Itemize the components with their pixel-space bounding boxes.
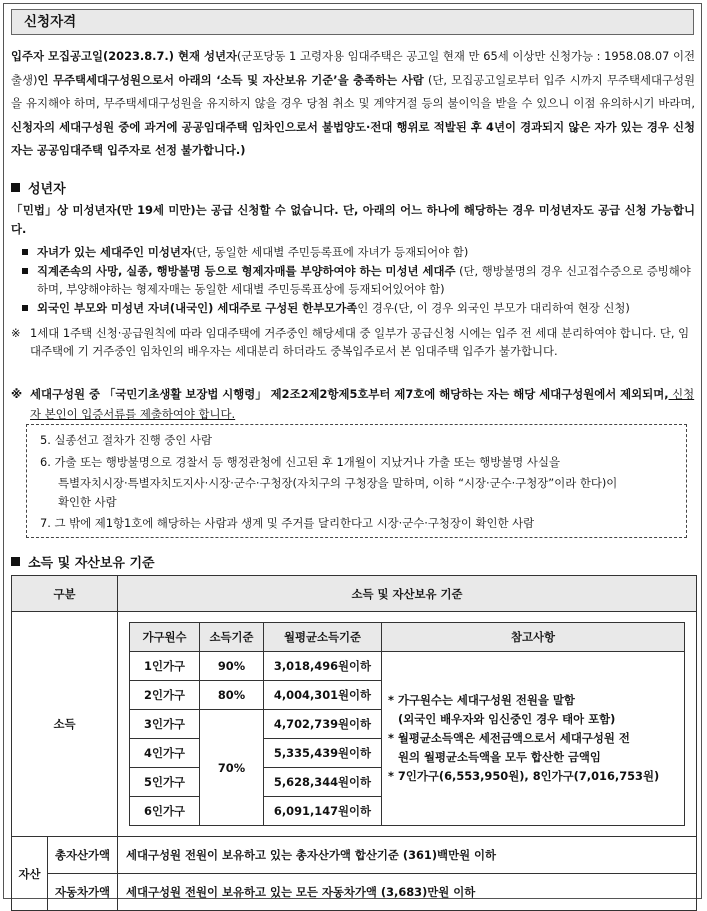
cell-amount: 5,335,439원이하 xyxy=(264,739,382,768)
note-1 xyxy=(11,324,695,360)
minor-heading-text: 성년자 xyxy=(28,182,66,197)
table-row xyxy=(12,837,697,874)
cell-size: 6인가구 xyxy=(130,797,200,826)
square-bullet-icon xyxy=(11,183,20,192)
header-amount: 월평균소득기준 xyxy=(264,623,382,652)
list-item xyxy=(11,262,695,298)
reference-line: * 가구원수는 세대구성원 전원을 말함 xyxy=(388,693,575,707)
reference-line: * 7인가구(6,553,950원), 8인가구(7,016,753원) xyxy=(388,769,660,783)
reference-line: 원의 월평균소득액을 모두 합산한 금액임 xyxy=(398,750,601,764)
criteria-table xyxy=(11,575,697,911)
header-main: 소득 및 자산보유 기준 xyxy=(118,576,697,612)
intro-bold-1: 입주자 모집공고일(2023.8.7.) 현재 성년자 xyxy=(11,49,237,63)
note-2-rest: 신청자 본인이 입증서류를 제출하여야 합니다. xyxy=(30,387,695,421)
bullet-icon xyxy=(22,249,28,255)
asset-row-label: 자동차가액 xyxy=(48,874,118,911)
minor-heading xyxy=(11,178,66,197)
list-item: 6. 가출 또는 행방불명으로 경찰서 등 행정관청에 신고된 후 1개월이 지났거나 가출 또는 행방불명 사실을 xyxy=(40,455,560,469)
bullet-bold: 자녀가 있는 세대주인 미성년자 xyxy=(37,245,192,259)
intro-paragraph xyxy=(11,45,695,163)
list-item: 7. 그 밖에 제1항1호에 해당하는 사람과 생계 및 주거를 달리한다고 시장·군수·구청장이 확인한 사람 xyxy=(40,516,535,530)
cell-std: 70% xyxy=(200,710,264,826)
bullet-rest: 인 경우(단, 이 경우 외국인 부모가 대리하여 현장 신청) xyxy=(357,301,630,315)
cell-size: 4인가구 xyxy=(130,739,200,768)
minor-bullet-list xyxy=(11,243,695,318)
cell-amount: 4,004,301원이하 xyxy=(264,681,382,710)
note-1-text: 1세대 1주택 신청·공급원칙에 따라 임대주택에 거주중인 해당세대 중 일부가 공급신청 시에는 입주 전 세대 분리하여야 합니다. 단, 임대주택에 기 거주중인 임차인의 배우자는 세대분리 하더라도 중복입주로서 본 임대주택 입주가 불가합니다. xyxy=(30,326,690,358)
cell-amount: 3,018,496원이하 xyxy=(264,652,382,681)
cell-size: 3인가구 xyxy=(130,710,200,739)
list-item xyxy=(11,299,695,317)
header-group: 구분 xyxy=(12,576,118,612)
criteria-heading xyxy=(11,552,155,571)
section-title: 신청자격 xyxy=(11,9,694,35)
bullet-rest: (단, 동일한 세대별 주민등록표에 자녀가 등재되어야 함) xyxy=(191,245,469,259)
minor-lead-text: 「민법」상 미성년자(만 19세 미만)는 공급 신청할 수 없습니다. 단, 아래의 어느 하나에 해당하는 경우 미성년자도 공급 신청 가능합니다. xyxy=(11,203,695,236)
bullet-bold: 외국인 부모와 미성년 자녀(내국인) 세대주로 구성된 한부모가족 xyxy=(37,301,358,315)
header-reference: 참고사항 xyxy=(382,623,685,652)
income-label: 소득 xyxy=(12,612,118,837)
list-item: 확인한 사람 xyxy=(58,495,117,509)
note-mark: ※ xyxy=(11,326,21,340)
intro-bold-2: 인 무주택세대구성원으로서 아래의 ‘소득 및 자산보유 기준’을 충족하는 사람 xyxy=(37,72,424,87)
bullet-icon xyxy=(22,305,28,311)
asset-row-text: 세대구성원 전원이 보유하고 있는 모든 자동차가액 (3,683)만원 이하 xyxy=(118,874,697,911)
income-table xyxy=(129,622,685,826)
table-row xyxy=(130,652,685,681)
bullet-bold: 직계존속의 사망, 실종, 행방불명 등으로 형제자매를 부양하여야 하는 미성년 세대주 xyxy=(37,264,456,278)
list-item: 특별자치시장·특별자치도지사·시장·군수·구청장(자치구의 구청장을 말하며, 이하 “시장·군수·구청장”이라 한다)이 xyxy=(58,476,618,490)
minor-lead xyxy=(11,201,695,239)
header-standard: 소득기준 xyxy=(200,623,264,652)
reference-notes xyxy=(382,652,685,826)
note-2-bold: 세대구성원 중 「국민기초생활 보장법 시행령」 제2조2제2항제5호부터 제7호에 해당하는 자는 해당 세대구성원에서 제외되며, xyxy=(30,387,669,401)
cell-std: 80% xyxy=(200,681,264,710)
income-cell xyxy=(118,612,697,837)
asset-row-text: 세대구성원 전원이 보유하고 있는 총자산가액 합산기준 (361)백만원 이하 xyxy=(118,837,697,874)
cell-size: 2인가구 xyxy=(130,681,200,710)
intro-rest: (단, 모집공고일로부터 입주 시까지 무주택세대구성원을 유지해야 하며, 무주택세대구성원을 유지하지 않을 경우 당첨 취소 및 계약거절 등의 불이익을 받을 수 있으니 이점 유의하시기 바라며, xyxy=(11,72,695,110)
header-household: 가구원수 xyxy=(130,623,200,652)
intro-bold-3: 신청자의 세대구성원 중에 과거에 공공임대주택 임차인으로서 불법양도·전대 행위로 적발된 후 4년이 경과되지 않은 자가 있는 경우 신청자는 공공임대주택 입주자로 선정 불가합니다.) xyxy=(11,119,695,157)
bullet-icon xyxy=(22,268,28,274)
table-row xyxy=(12,874,697,911)
cell-amount: 6,091,147원이하 xyxy=(264,797,382,826)
cell-size: 1인가구 xyxy=(130,652,200,681)
cell-amount: 5,628,344원이하 xyxy=(264,768,382,797)
cell-amount: 4,702,739원이하 xyxy=(264,710,382,739)
bullet-rest: (단, 행방불명의 경우 신고접수증으로 증빙해야하며, 부양해야하는 형제자매는 동일한 세대별 주민등록표상에 등재되어있어야 함) xyxy=(37,264,691,296)
list-item xyxy=(11,243,695,261)
asset-label: 자산 xyxy=(12,837,48,911)
intro-paren: (군포당동 1 고령자용 임대주택은 공고일 현재 만 65세 이상만 신청가능 : 1958.08.07 이전 출생) xyxy=(11,49,695,87)
square-bullet-icon xyxy=(11,557,20,566)
cell-size: 5인가구 xyxy=(130,768,200,797)
cell-std: 90% xyxy=(200,652,264,681)
note-2 xyxy=(11,384,695,424)
note-mark: ※ xyxy=(11,387,23,401)
reference-line: (외국인 배우자와 임신중인 경우 태아 포함) xyxy=(398,712,616,726)
reference-line: * 월평균소득액은 세전금액으로서 세대구성원 전 xyxy=(388,731,630,745)
criteria-heading-text: 소득 및 자산보유 기준 xyxy=(28,556,155,571)
list-item: 5. 실종선고 절차가 진행 중인 사람 xyxy=(40,433,213,447)
asset-row-label: 총자산가액 xyxy=(48,837,118,874)
